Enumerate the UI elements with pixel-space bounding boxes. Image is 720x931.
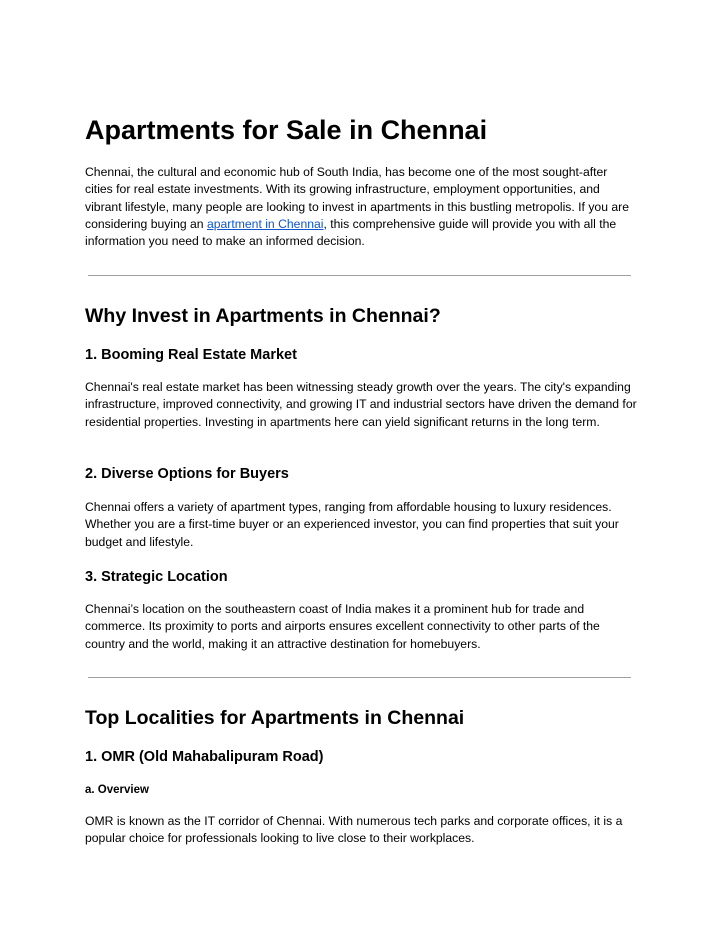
intro-paragraph: [85, 164, 637, 250]
section-divider: [88, 275, 631, 276]
subheading-booming-market: 1. Booming Real Estate Market: [85, 347, 297, 363]
subheading-strategic-location: 3. Strategic Location: [85, 569, 228, 585]
paragraph-strategic-location: Chennai’s location on the southeastern coast of India makes it a prominent hub for trade and commerce. Its proximity to ports and airports ensures excellent connectivity to other parts of the country and the world, making it an attractive destination for homebuyers.: [85, 602, 600, 651]
section-heading-why-invest: Why Invest in Apartments in Chennai?: [85, 305, 441, 327]
paragraph-omr-overview: OMR is known as the IT corridor of Chennai. With numerous tech parks and corporate offices, it is a popular choice for professionals looking to live close to their workplaces.: [85, 814, 623, 846]
subheading-diverse-options: 2. Diverse Options for Buyers: [85, 466, 289, 482]
subheading-omr: 1. OMR (Old Mahabalipuram Road): [85, 749, 324, 765]
section-heading-top-localities: Top Localities for Apartments in Chennai: [85, 707, 465, 729]
page-title: Apartments for Sale in Chennai: [85, 115, 488, 145]
paragraph-booming-market: Chennai's real estate market has been witnessing steady growth over the years. The city's expanding infrastructure, improved connectivity, and growing IT and industrial sectors have driven the demand for residential properties. Investing in apartments here can yield significant returns in the long term.: [85, 380, 637, 429]
paragraph-diverse-options: Chennai offers a variety of apartment types, ranging from affordable housing to luxury residences. Whether you are a first-time buyer or an experienced investor, you can find properties that suit your budget and lifestyle.: [85, 500, 619, 549]
section-divider: [88, 677, 631, 678]
intro-text-before-link: Chennai, the cultural and economic hub of South India, has become one of the most sought-after cities for real estate investments. With its growing infrastructure, employment opportunities, and vibrant lifestyle, many people are looking to invest in apartments in this bustling metropolis. If you are considering buying an: [85, 165, 629, 231]
apartment-in-chennai-link[interactable]: apartment in Chennai: [206, 216, 324, 231]
intro-text-after-link: , this comprehensive guide will provide you with all the information you need to make an informed decision.: [85, 216, 617, 249]
subheading-omr-overview: a. Overview: [85, 784, 149, 796]
